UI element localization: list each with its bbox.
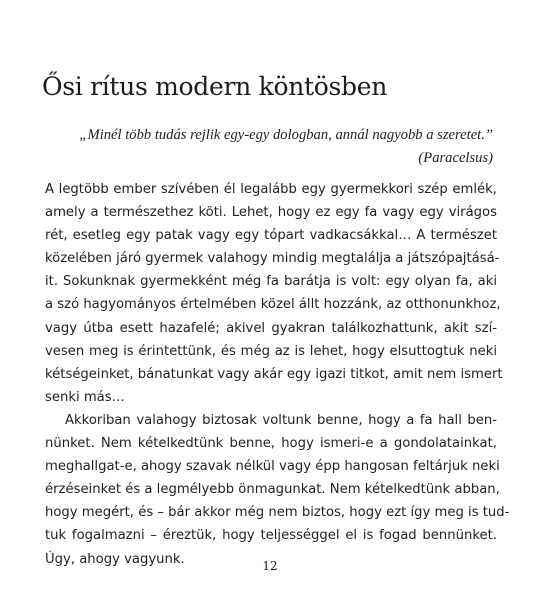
text-line: nünket. Nem kételkedtünk benne, hogy ismeri-e a gondolatainkat, [45, 436, 497, 452]
paragraph-1 [45, 178, 503, 409]
text-line: Akkoriban valahogy biztosak voltunk benne, hogy a fa hall ben- [65, 412, 497, 428]
text-line: hogy megért, és – bár akkor még nem biztos, hogy ezt így meg is tud- [45, 505, 510, 521]
text-line: rét, esetleg egy patak vagy egy tópart vadkacsákkal… A természet [45, 228, 497, 244]
text-line: amely a természethez köti. Lehet, hogy ez egy fa vagy egy virágos [45, 205, 497, 221]
text-line: A legtöbb ember szívében él legalább egy gyermekkori szép emlék, [45, 182, 497, 197]
text-line: Úgy, ahogy vagyunk. [45, 551, 185, 567]
paragraph-2 [45, 409, 510, 571]
text-line: meghallgat-e, ahogy szavak nélkül vagy épp hangosan feltárjuk neki [45, 459, 500, 475]
body-text [45, 178, 510, 571]
text-line: senki más… [45, 389, 125, 405]
text-line: érzéseinket és a legmélyebb önmagunkat. Nem kételkedtünk abban, [45, 482, 500, 498]
epigraph-author: (Paracelsus) [418, 150, 493, 166]
text-line: it. Sokunknak gyermekként még fa barátja is volt: egy olyan fa, aki [45, 274, 497, 290]
chapter-title: Ősi rítus modern köntösben [42, 72, 388, 101]
page-number: 12 [262, 559, 278, 573]
text-line: tuk fogalmazni – éreztük, hogy teljességgel el is fogad bennünket. [45, 528, 497, 544]
text-line: a szó hagyományos értelmében közel állt hozzánk, az otthonunkhoz, [45, 297, 501, 313]
text-line: közelében járó gyermek valahogy mindig megtalálja a játszópajtásá- [45, 251, 500, 267]
text-line: vagy útba esett hazafelé; akivel gyakran találkozhattunk, akit szí- [45, 320, 497, 336]
epigraph [79, 124, 493, 170]
text-line: kétségeinket, bánatunkat vagy akár egy igazi titkot, amit nem ismert [45, 366, 503, 382]
epigraph-quote: „Minél több tudás rejlik egy-egy dologban, annál nagyobb a szeretet.” [79, 127, 493, 143]
text-line: vesen meg is érintettünk, és még az is lehet, hogy elsuttogtuk neki [45, 343, 497, 359]
